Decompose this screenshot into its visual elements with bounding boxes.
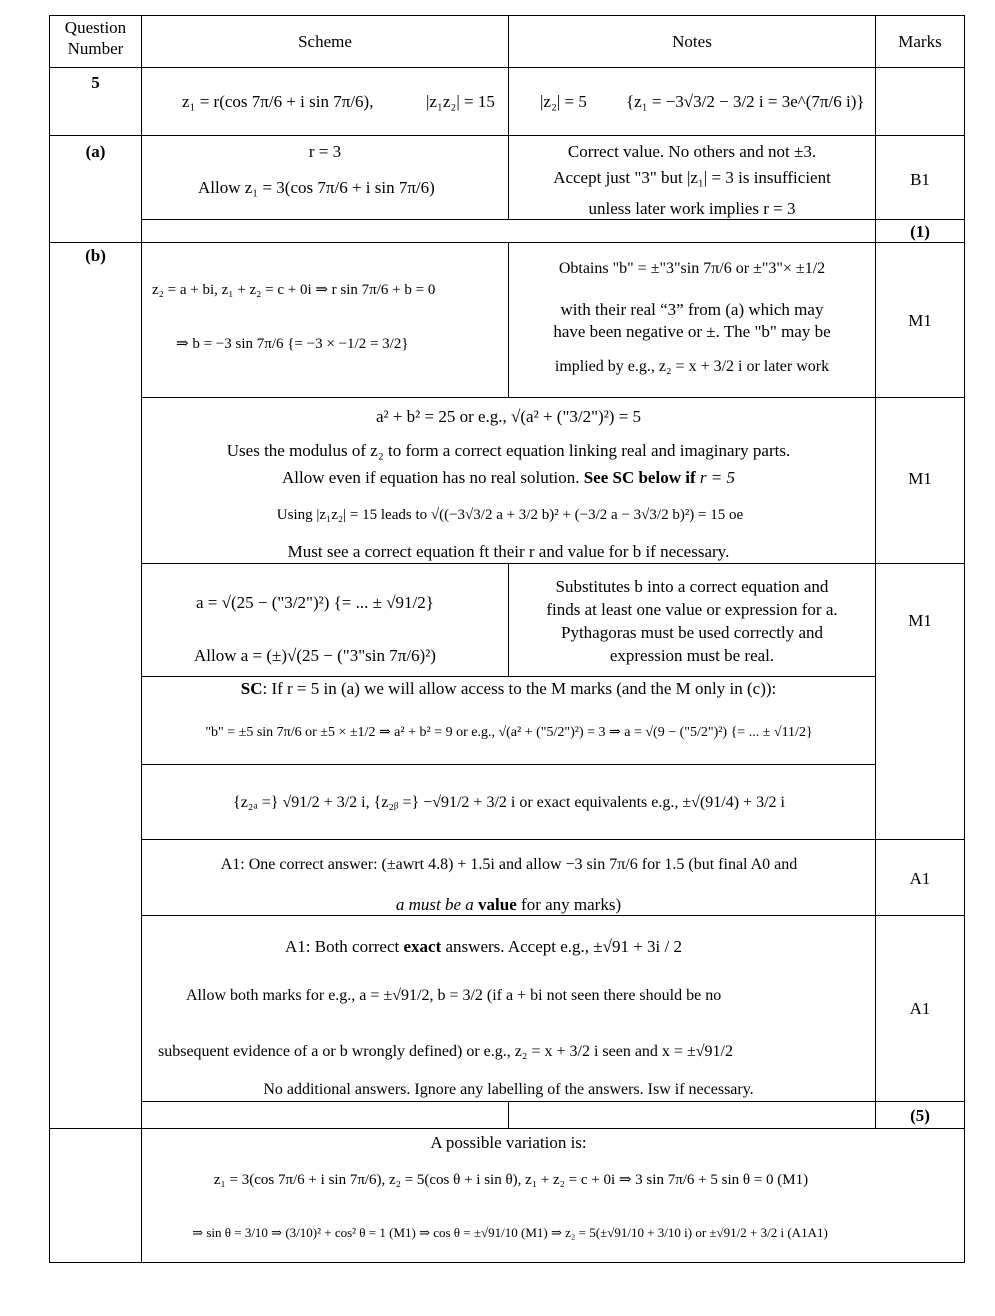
- z1-definition: z₁ = r(cos 7π/6 + i sin 7π/6),: [182, 92, 374, 111]
- step1-note-2: with their real “3” from (a) which may: [560, 300, 824, 319]
- a1-both-line-4: No additional answers. Ignore any labelling of the answers. Isw if necessary.: [263, 1081, 754, 1098]
- header-question-number: Question Number: [64, 18, 127, 58]
- step3-note-2: finds at least one value or expression for a.: [546, 600, 838, 619]
- step1-note-1: Obtains "b" = ±"3"sin 7π/6 or ±"3"× ±1/2: [558, 260, 826, 277]
- a1-first-line-1: A1: One correct answer: (±awrt 4.8) + 1.5i and allow −3 sin 7π/6 for 1.5 (but final A0 and: [220, 856, 798, 873]
- a1-both-mark: A1: [909, 999, 931, 1018]
- part-a-label: (a): [85, 142, 106, 161]
- step2-l2c: r = 5: [699, 468, 735, 487]
- header-marks: Marks: [898, 32, 942, 51]
- step2-equation: a² + b² = 25 or e.g., √(a² + ("3/2")²) = 5: [375, 407, 642, 426]
- a1-both-l1c: answers. Accept e.g.,: [445, 937, 590, 956]
- variation-line-2: ⇒ sin θ = 3/10 ⇒ (3/10)² + cos² θ = 1 (M1) ⇒ cos θ = ±√91/10 (M1) ⇒ z₂ = 5(±√91/10 + 3/10 i) or ±√91/2 + 3/2 i (A1A1): [192, 1225, 828, 1240]
- part-a-total: (1): [910, 222, 930, 241]
- step3-mark: M1: [908, 611, 932, 630]
- part-a-note-3: unless later work implies r = 3: [588, 199, 796, 218]
- a1-first-l2b: value: [478, 895, 517, 914]
- step3-note-1: Substitutes b into a correct equation and: [555, 577, 829, 596]
- a1-both-l1a: A1: Both correct: [285, 937, 400, 956]
- a1-both-line-1: [285, 937, 682, 957]
- step2-l2a: Allow even if equation has no real solution.: [282, 468, 580, 487]
- a1-both-line-3: subsequent evidence of a or b wrongly defined) or e.g., z₂ = x + 3/2 i seen and x = ±√91/2: [158, 1043, 733, 1060]
- step2-line-1: Uses the modulus of z₂ to form a correct equation linking real and imaginary parts.: [226, 441, 791, 460]
- question-number: 5: [91, 73, 100, 92]
- part-b-total: (5): [910, 1106, 930, 1125]
- step1-note-4: implied by e.g., z₂ = x + 3/2 i or later work: [554, 358, 830, 375]
- variation-title: A possible variation is:: [430, 1133, 587, 1152]
- step1-scheme-a: z₂ = a + bi, z₁ + z₂ = c + 0i ⇒ r sin 7π/6 + b = 0: [152, 282, 436, 298]
- step2-line-4: Must see a correct equation ft their r and value for b if necessary.: [287, 542, 730, 561]
- step2-mark: M1: [908, 469, 932, 488]
- a1-both-frac: ±√91 + 3i / 2: [593, 937, 682, 956]
- a1-first-l2c: for any marks): [521, 895, 622, 914]
- step3-note-4: expression must be real.: [609, 646, 775, 665]
- step3-allow: Allow a = (±)√(25 − ("3"sin 7π/6)²): [194, 646, 436, 665]
- a1-both-l1b: exact: [403, 937, 442, 956]
- step1-mark: M1: [908, 311, 932, 330]
- step3-note-3: Pythagoras must be used correctly and: [560, 623, 823, 642]
- a1-first-mark: A1: [909, 869, 931, 888]
- modulus-product: |z₁z₂| = 15: [426, 92, 495, 111]
- step2-l2b: See SC below if: [583, 468, 696, 487]
- allow-z1: z₁ = 3(cos 7π/6 + i sin 7π/6): [244, 178, 435, 197]
- step1-note-3: have been negative or ±. The "b" may be: [553, 322, 831, 341]
- part-b-label: (b): [85, 246, 106, 265]
- modulus-z2: |z₂| = 5: [540, 92, 587, 111]
- part-a-note-1: Correct value. No others and not ±3.: [567, 142, 817, 161]
- step1-scheme-b: ⇒ b = −3 sin 7π/6 {= −3 × −1/2 = 3/2}: [176, 336, 409, 352]
- part-a-note-2: Accept just "3" but |z₁| = 3 is insufficient: [553, 168, 831, 187]
- step2-line-3: Using |z₁z₂| = 15 leads to √((−3√3/2 a + 3/2 b)² + (−3/2 a − 3√3/2 b)²) = 15 oe: [276, 507, 744, 523]
- sc-line-1: [142, 679, 875, 699]
- part-a-allow: [198, 178, 435, 198]
- sc-text: : If r = 5 in (a) we will allow access to the M marks (and the M only in (c)):: [262, 679, 777, 698]
- z1-alternative: {z₁ = −3√3/2 − 3/2 i = 3e^(7π/6 i)}: [626, 92, 865, 111]
- sc-label: SC: [240, 679, 263, 698]
- part-a-mark: B1: [910, 170, 930, 189]
- header-notes: Notes: [672, 32, 712, 51]
- a1-first-l2a: a must be a: [395, 895, 474, 914]
- a1-both-line-2: Allow both marks for e.g., a = ±√91/2, b = 3/2 (if a + bi not seen there should be no: [186, 987, 722, 1004]
- answers-line: {z₂ₐ =} √91/2 + 3/2 i, {z₂ᵦ =} −√91/2 + 3/2 i or exact equivalents e.g., ±√(91/4) + 3/2 i: [233, 794, 785, 811]
- sc-line-2: "b" = ±5 sin 7π/6 or ±5 × ±1/2 ⇒ a² + b² = 9 or e.g., √(a² + ("5/2")²) = 3 ⇒ a = √(9 − ("5/2")²) {= ... ± √11/2}: [205, 725, 813, 740]
- step3-scheme: a = √(25 − ("3/2")²) {= ... ± √91/2}: [196, 593, 434, 612]
- a1-first-line-2: [142, 895, 875, 915]
- variation-line-1: z₁ = 3(cos 7π/6 + i sin 7π/6), z₂ = 5(cos θ + i sin θ), z₁ + z₂ = c + 0i ⇒ 3 sin 7π/6 + 5 sin θ = 0 (M1): [213, 1172, 809, 1188]
- header-scheme: Scheme: [298, 32, 352, 51]
- part-a-r-value: r = 3: [308, 142, 342, 161]
- step2-line-2: [142, 468, 875, 488]
- allow-prefix: Allow: [198, 178, 241, 197]
